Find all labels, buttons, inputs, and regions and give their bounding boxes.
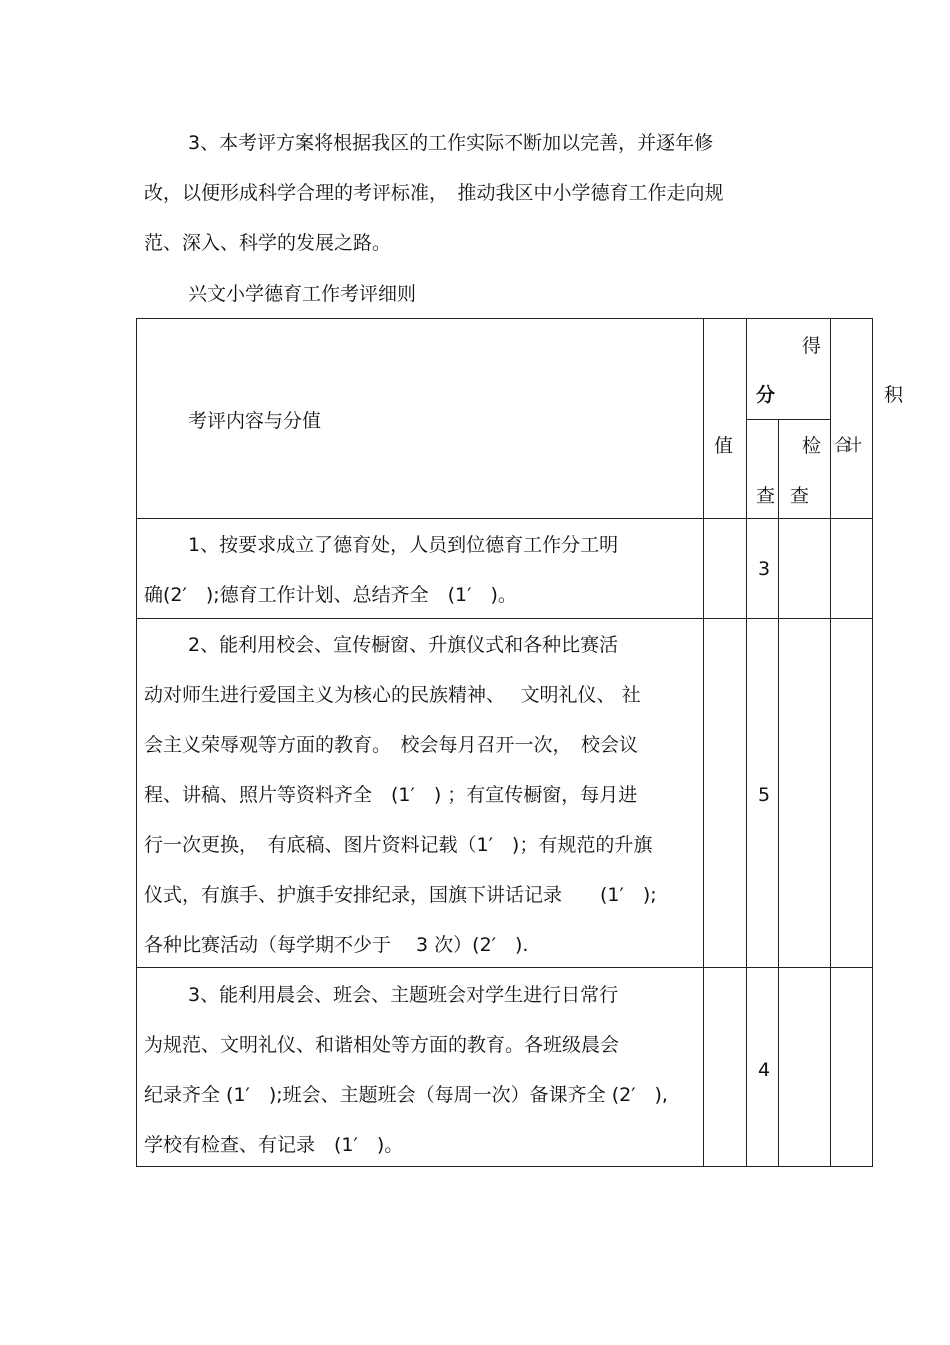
row-1-score: 3 bbox=[757, 558, 771, 580]
outside-label: 积 bbox=[884, 384, 904, 406]
header-bottom-border bbox=[136, 518, 873, 519]
row-2-line-2: 动对师生进行爱国主义为核心的民族精神、 文明礼仪、 社 bbox=[144, 684, 641, 706]
row-2-line-1: 2、能利用校会、宣传橱窗、升旗仪式和各种比赛活 bbox=[188, 634, 619, 656]
row-3-line-3: 纪录齐全 (1′ );班会、主题班会（每周一次）备课齐全 (2′ ), bbox=[144, 1084, 668, 1106]
row-3-line-1: 3、能利用晨会、班会、主题班会对学生进行日常行 bbox=[188, 984, 619, 1006]
header-value-label: 值 bbox=[714, 435, 734, 457]
row-1-line-1: 1、按要求成立了德育处，人员到位德育工作分工明 bbox=[188, 534, 619, 556]
row-3-line-2: 为规范、文明礼仪、和谐相处等方面的教育。各班级晨会 bbox=[144, 1034, 620, 1056]
intro-line-2: 改，以便形成科学合理的考评标准， 推动我区中小学德育工作走向规 bbox=[144, 182, 724, 204]
header-content-label: 考评内容与分值 bbox=[188, 410, 322, 432]
evaluation-table bbox=[136, 318, 873, 1167]
row-2-line-4: 程、讲稿、照片等资料齐全 (1′ ) ；有宣传橱窗，每月进 bbox=[144, 784, 638, 806]
check-b-column-border bbox=[830, 318, 831, 1167]
row-1-line-2: 确(2′ );德育工作计划、总结齐全 (1′ )。 bbox=[144, 584, 517, 606]
header-score-top: 得 bbox=[802, 335, 822, 357]
row-2-line-7: 各种比赛活动（每学期不少于 3 次）(2′ ). bbox=[144, 934, 529, 956]
content-column-border bbox=[703, 318, 704, 1167]
score-header-divider bbox=[746, 419, 830, 420]
row-3-score: 4 bbox=[757, 1059, 771, 1081]
row-2-score: 5 bbox=[757, 784, 771, 806]
table-border-top bbox=[136, 318, 873, 319]
row-2-line-3: 会主义荣辱观等方面的教育。 校会每月召开一次， 校会议 bbox=[144, 734, 639, 756]
row-3-content bbox=[144, 970, 699, 1170]
header-total-label: 合计 bbox=[834, 436, 856, 456]
intro-line-1: 3、本考评方案将根据我区的工作实际不断加以完善，并逐年修 bbox=[188, 132, 714, 154]
header-score-mid: 分 bbox=[756, 384, 776, 406]
value-column-border bbox=[746, 318, 747, 1167]
row-1-content bbox=[144, 520, 699, 620]
intro-paragraph bbox=[144, 118, 724, 268]
table-border-right bbox=[872, 318, 873, 1167]
row-2-line-6: 仪式，有旗手、护旗手安排纪录，国旗下讲话记录 (1′ ); bbox=[144, 884, 657, 906]
row-3-line-4: 学校有检查、有记录 (1′ )。 bbox=[144, 1134, 404, 1156]
check-a-column-border bbox=[778, 419, 779, 1167]
table-caption: 兴文小学德育工作考评细则 bbox=[188, 283, 417, 305]
header-check-b2: 查 bbox=[790, 485, 810, 507]
header-check-a: 查 bbox=[756, 485, 776, 507]
row-2-content bbox=[144, 620, 699, 970]
header-check-b1: 检 bbox=[802, 435, 822, 457]
intro-line-3: 范、深入、科学的发展之路。 bbox=[144, 232, 392, 254]
row-2-line-5: 行一次更换， 有底稿、图片资料记载（1′ )；有规范的升旗 bbox=[144, 834, 653, 856]
table-border-left bbox=[136, 318, 137, 1167]
